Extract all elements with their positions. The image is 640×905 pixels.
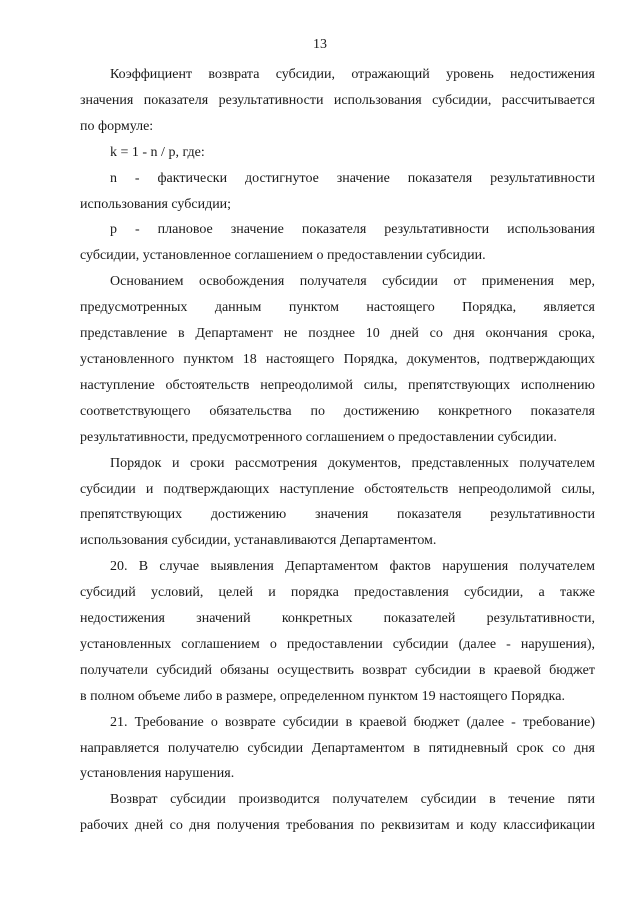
paragraph: [80, 140, 595, 166]
text-line: p - плановое значение показателя результативности использования: [110, 222, 595, 238]
text-line: рабочих дней со дня получения требования по реквизитам и коду классификации: [80, 818, 595, 834]
page-number: 13: [313, 37, 327, 52]
paragraph: [80, 710, 595, 788]
paragraph: [80, 451, 595, 555]
text-line: значения показателя результативности использования субсидии, рассчитывается: [80, 92, 595, 108]
text-line: предусмотренных данным пунктом настоящего Порядка, является: [80, 300, 595, 316]
text-line: соответствующего обязательства по достижению конкретного показателя: [80, 403, 595, 419]
text-line: 21. Требование о возврате субсидии в краевой бюджет (далее - требование): [110, 714, 595, 730]
text-line: установления нарушения.: [80, 766, 235, 782]
text-line: Коэффициент возврата субсидии, отражающий уровень недостижения: [110, 67, 595, 82]
text-line: установленных соглашением о предоставлении субсидии (далее - нарушения),: [80, 636, 595, 652]
text-line: представление в Департамент не позднее 10 дней со дня окончания срока,: [80, 326, 595, 342]
text-line: субсидий условий, целей и порядка предоставления субсидии, а также: [80, 585, 595, 601]
text-line: n - фактически достигнутое значение показателя результативности: [110, 170, 595, 186]
text-line: 20. В случае выявления Департаментом фактов нарушения получателем: [110, 559, 595, 575]
paragraph: [80, 787, 595, 839]
text-line: направляется получателю субсидии Департаментом в пятидневный срок со дня: [80, 740, 595, 756]
paragraph: [80, 554, 595, 709]
text-line: использования субсидии, устанавливаются Департаментом.: [80, 533, 437, 549]
text-line: Порядок и сроки рассмотрения документов, представленных получателем: [110, 455, 595, 471]
text-line: Основанием освобождения получателя субсидии от применения мер,: [110, 274, 595, 290]
document-body: [80, 62, 595, 839]
text-line: Возврат субсидии производится получателем субсидии в течение пяти: [110, 792, 595, 808]
paragraph: [80, 166, 595, 218]
text-line: субсидии, установленное соглашением о предоставлении субсидии.: [80, 248, 486, 264]
text-line: препятствующих достижению значения показателя результативности: [80, 507, 595, 523]
text-line: установленного пунктом 18 настоящего Порядка, документов, подтверждающих: [80, 351, 595, 367]
paragraph: [80, 217, 595, 269]
text-line: недостижения значений конкретных показателей результативности,: [80, 611, 595, 627]
paragraph: [80, 62, 595, 140]
text-line: получатели субсидий обязаны осуществить возврат субсидии в краевой бюджет: [80, 662, 595, 678]
text-line: субсидии и подтверждающих наступление обстоятельств непреодолимой силы,: [80, 481, 595, 497]
text-line: в полном объеме либо в размере, определенном пунктом 19 настоящего Порядка.: [80, 688, 565, 704]
text-line: использования субсидии;: [80, 196, 232, 212]
text-line: наступление обстоятельств непреодолимой силы, препятствующих исполнению: [80, 377, 595, 393]
text-line: результативности, предусмотренного соглашением о предоставлении субсидии.: [80, 429, 557, 445]
text-line: k = 1 - n / p, где:: [110, 144, 205, 160]
text-line: по формуле:: [80, 118, 154, 134]
paragraph: [80, 269, 595, 450]
